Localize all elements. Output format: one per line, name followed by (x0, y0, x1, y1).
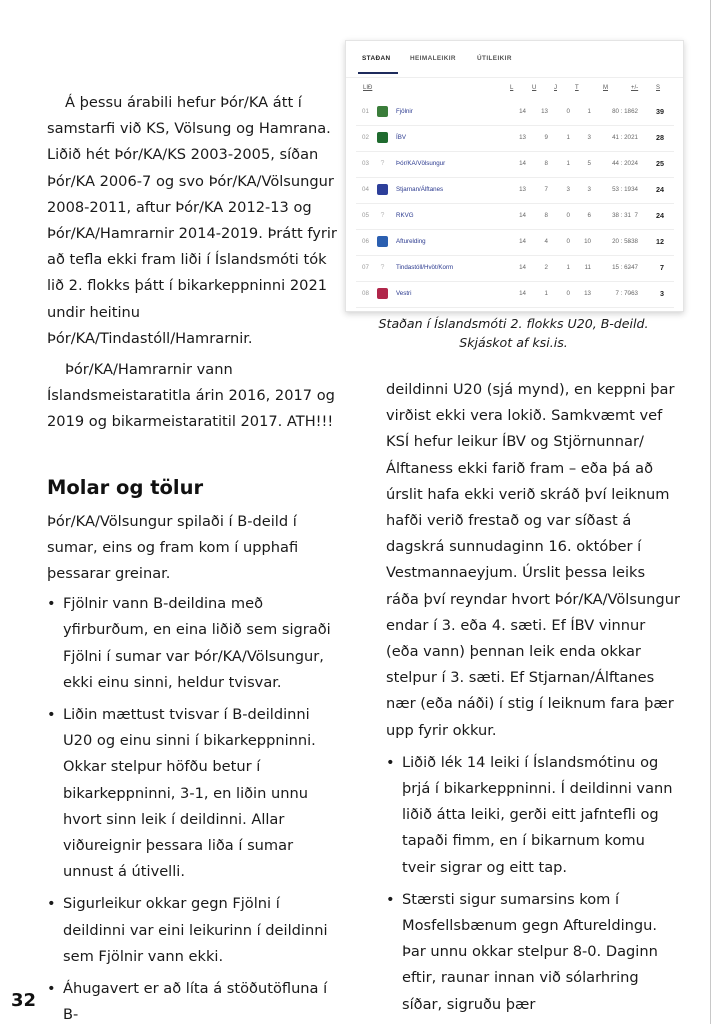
row-position: 05 (362, 212, 369, 219)
row-points: 28 (656, 133, 664, 142)
table-row (356, 125, 674, 152)
list-item: • Fjölnir vann B-deildina með yfirburðum, en eina liðið sem sigraði Fjölni í sumar var Þór/KA/Völsungur, ekki einu sinni, heldur tvisvar. (47, 591, 339, 696)
bullet-icon: • (47, 980, 56, 998)
row-goals: 7 : 70 (615, 290, 631, 297)
row-won: 8 (544, 160, 548, 167)
row-won: 9 (544, 134, 548, 141)
row-points: 24 (656, 211, 664, 220)
row-goals: 53 : 19 (612, 186, 631, 193)
row-won: 8 (544, 212, 548, 219)
row-team-name[interactable]: Þór/KA/Völsungur (396, 160, 446, 167)
row-diff: -38 (629, 238, 638, 245)
row-position: 01 (362, 108, 369, 115)
stjarnan-crest-icon (377, 184, 388, 195)
bullet-icon: • (386, 753, 395, 771)
standings-table-screenshot (345, 40, 684, 312)
table-row (356, 203, 674, 230)
header-lost: T (575, 85, 579, 91)
row-points: 25 (656, 159, 664, 168)
row-position: 03 (362, 160, 369, 167)
row-drawn: 3 (566, 186, 570, 193)
row-diff: 24 (631, 160, 638, 167)
row-played: 14 (519, 264, 526, 271)
row-diff: -47 (629, 264, 638, 271)
question-mark-icon: ? (380, 160, 385, 167)
header-team: LIÐ (363, 85, 373, 91)
row-lost: 3 (587, 186, 591, 193)
row-diff: 34 (631, 186, 638, 193)
left-bullet-list (47, 591, 339, 1028)
standings-tabs (346, 41, 683, 78)
row-points: 24 (656, 185, 664, 194)
list-item: • Áhugavert er að líta á stöðutöfluna í B- (47, 976, 339, 1028)
row-position: 04 (362, 186, 369, 193)
header-drawn: J (554, 85, 557, 91)
row-drawn: 0 (566, 212, 570, 219)
row-played: 14 (519, 212, 526, 219)
row-goals: 20 : 58 (612, 238, 631, 245)
row-goals: 15 : 62 (612, 264, 631, 271)
caption-line-1: Staðan í Íslandsmóti 2. flokks U20, B-deild. (378, 316, 649, 331)
vestri-crest-icon (377, 288, 388, 299)
bullet-icon: • (47, 706, 56, 724)
row-goals: 44 : 20 (612, 160, 631, 167)
table-row (356, 177, 674, 204)
right-column (386, 377, 680, 1024)
table-row (356, 281, 674, 308)
row-team-name[interactable]: Afturelding (396, 238, 426, 245)
list-item: • Sigurleikur okkar gegn Fjölni í deildinni var eini leikurinn í deildinni sem Fjölnir vann ekki. (47, 891, 339, 970)
row-position: 06 (362, 238, 369, 245)
row-won: 4 (544, 238, 548, 245)
continued-paragraph: deildinni U20 (sjá mynd), en keppni þar virðist ekki vera lokið. Samkvæmt vef KSÍ hefur leikur ÍBV og Stjörnunnar/Álftaness ekki farið fram – eða þá að úrslit hafa ekki verið skráð því leiknum hafði verið frestað og var síðast á dagskrá sunnudaginn 16. október í Vestmannaeyjum. Úrslit þessa leiks ráða því reyndar hvort Þór/KA/Völsungur endar í 3. eða 4. sæti. Ef ÍBV vinnur (eða vann) þennan leik enda okkar stelpur í 3. sæti. Ef Stjarnan/Álftanes nær (eða náði) í stig í leiknum fara þær upp fyrir okkur. (386, 381, 680, 739)
row-lost: 10 (584, 238, 591, 245)
page-edge (710, 0, 711, 1024)
intro-paragraph: Á þessu árabili hefur Þór/KA átt í samstarfi við KS, Völsung og Hamrana. Liðið hét Þór/KA/KS 2003-2005, síðan Þór/KA 2006-7 og svo Þór/KA/Völsungur 2008-2011, aftur Þór/KA 2012-13 og Þór/KA/Hamrarnir 2014-2019. Þrátt fyrir að tefla ekki fram liði í Íslandsmóti tók lið 2. flokks þátt í bikarkeppninni 2021 undir heitinu Þór/KA/Tindastóll/Hamrarnir. (47, 94, 337, 347)
row-drawn: 1 (566, 160, 570, 167)
tab-standings[interactable]: STAÐAN (362, 55, 391, 62)
caption-line-2: Skjáskot af ksi.is. (459, 335, 568, 350)
header-goals: M (603, 85, 608, 91)
figure-caption (345, 314, 682, 352)
row-position: 08 (362, 290, 369, 297)
row-won: 1 (544, 290, 548, 297)
section-heading: Molar og tölur (47, 475, 204, 499)
row-team-name[interactable]: Fjölnir (396, 108, 413, 115)
fjolnir-crest-icon (377, 106, 388, 117)
row-points: 39 (656, 107, 664, 116)
row-team-name[interactable]: RKVG (396, 212, 414, 219)
row-lost: 3 (587, 134, 591, 141)
row-won: 13 (541, 108, 548, 115)
row-lost: 5 (587, 160, 591, 167)
row-drawn: 0 (566, 108, 570, 115)
row-position: 07 (362, 264, 369, 271)
row-goals: 80 : 18 (612, 108, 631, 115)
ibv-crest-icon (377, 132, 388, 143)
row-played: 13 (519, 134, 526, 141)
row-lost: 13 (584, 290, 591, 297)
left-column (47, 90, 339, 1035)
header-won: U (532, 85, 537, 91)
row-won: 7 (544, 186, 548, 193)
row-drawn: 1 (566, 134, 570, 141)
row-won: 2 (544, 264, 548, 271)
tab-away-games[interactable]: ÚTILEIKIR (477, 55, 512, 62)
row-played: 13 (519, 186, 526, 193)
row-team-name[interactable]: Stjarnan/Álftanes (396, 186, 444, 193)
list-item: • Liðið lék 14 leiki í Íslandsmótinu og þrjá í bikarkeppninni. Í deildinni vann liðið átta leiki, gerði eitt jafntefli og tapaði fimm, en í bikarnum komu tveir sigrar og eitt tap. (386, 750, 680, 881)
row-position: 02 (362, 134, 369, 141)
row-played: 14 (519, 290, 526, 297)
afturelding-crest-icon (377, 236, 388, 247)
active-tab-indicator (358, 72, 398, 74)
header-diff: +/- (631, 85, 639, 91)
bullet-icon: • (386, 890, 395, 908)
list-item: • Liðin mættust tvisvar í B-deildinni U20 og einu sinni í bikarkeppninni. Okkar stelpur höfðu betur í bikarkeppninni, 3-1, en liðin unnu hvort sinn leik í deildinni. Allar viðureignir þessara liða í sumar unnust á útivelli. (47, 702, 339, 885)
table-row (356, 151, 674, 178)
section-intro-paragraph: Þór/KA/Völsungur spilaði í B-deild í sumar, eins og fram kom í upphafi þessarar greinar. (47, 512, 299, 583)
row-points: 7 (660, 263, 664, 272)
row-goals: 41 : 20 (612, 134, 631, 141)
row-diff: 62 (631, 108, 638, 115)
titles-paragraph: Þór/KA/Hamrarnir vann Íslandsmeistaratitla árin 2016, 2017 og 2019 og bikarmeistaratitil 2017. ATH!!! (47, 361, 335, 431)
row-lost: 1 (587, 108, 591, 115)
row-team-name[interactable]: Vestri (396, 290, 412, 297)
question-mark-icon: ? (380, 212, 385, 219)
row-team-name[interactable]: ÍBV (396, 134, 406, 141)
question-mark-icon: ? (380, 264, 385, 271)
row-diff: 21 (631, 134, 638, 141)
row-drawn: 0 (566, 290, 570, 297)
row-lost: 6 (587, 212, 591, 219)
table-row (356, 229, 674, 256)
row-played: 14 (519, 160, 526, 167)
row-points: 3 (660, 289, 664, 298)
row-drawn: 1 (566, 264, 570, 271)
row-team-name[interactable]: Tindastóll/Hvöt/Korm (396, 264, 454, 271)
row-points: 12 (656, 237, 664, 246)
row-played: 14 (519, 238, 526, 245)
bullet-icon: • (47, 895, 56, 913)
page-number: 32 (11, 990, 37, 1011)
row-diff: -63 (629, 290, 638, 297)
tab-home-games[interactable]: HEIMALEIKIR (410, 55, 456, 62)
row-drawn: 0 (566, 238, 570, 245)
row-lost: 11 (584, 264, 591, 271)
row-diff: 7 (634, 212, 638, 219)
right-bullet-list (386, 750, 680, 1018)
table-row (356, 255, 674, 282)
header-points: S (656, 85, 661, 91)
list-item: • Stærsti sigur sumarsins kom í Mosfellsbænum gegn Aftureldingu. Þar unnu okkar stelpur 8-0. Daginn eftir, raunar innan við sólarhring síðar, sigruðu þær (386, 887, 680, 1018)
row-played: 14 (519, 108, 526, 115)
row-goals: 38 : 31 (612, 212, 631, 219)
table-row (356, 99, 674, 126)
bullet-icon: • (47, 595, 56, 613)
header-played: L (510, 85, 514, 91)
